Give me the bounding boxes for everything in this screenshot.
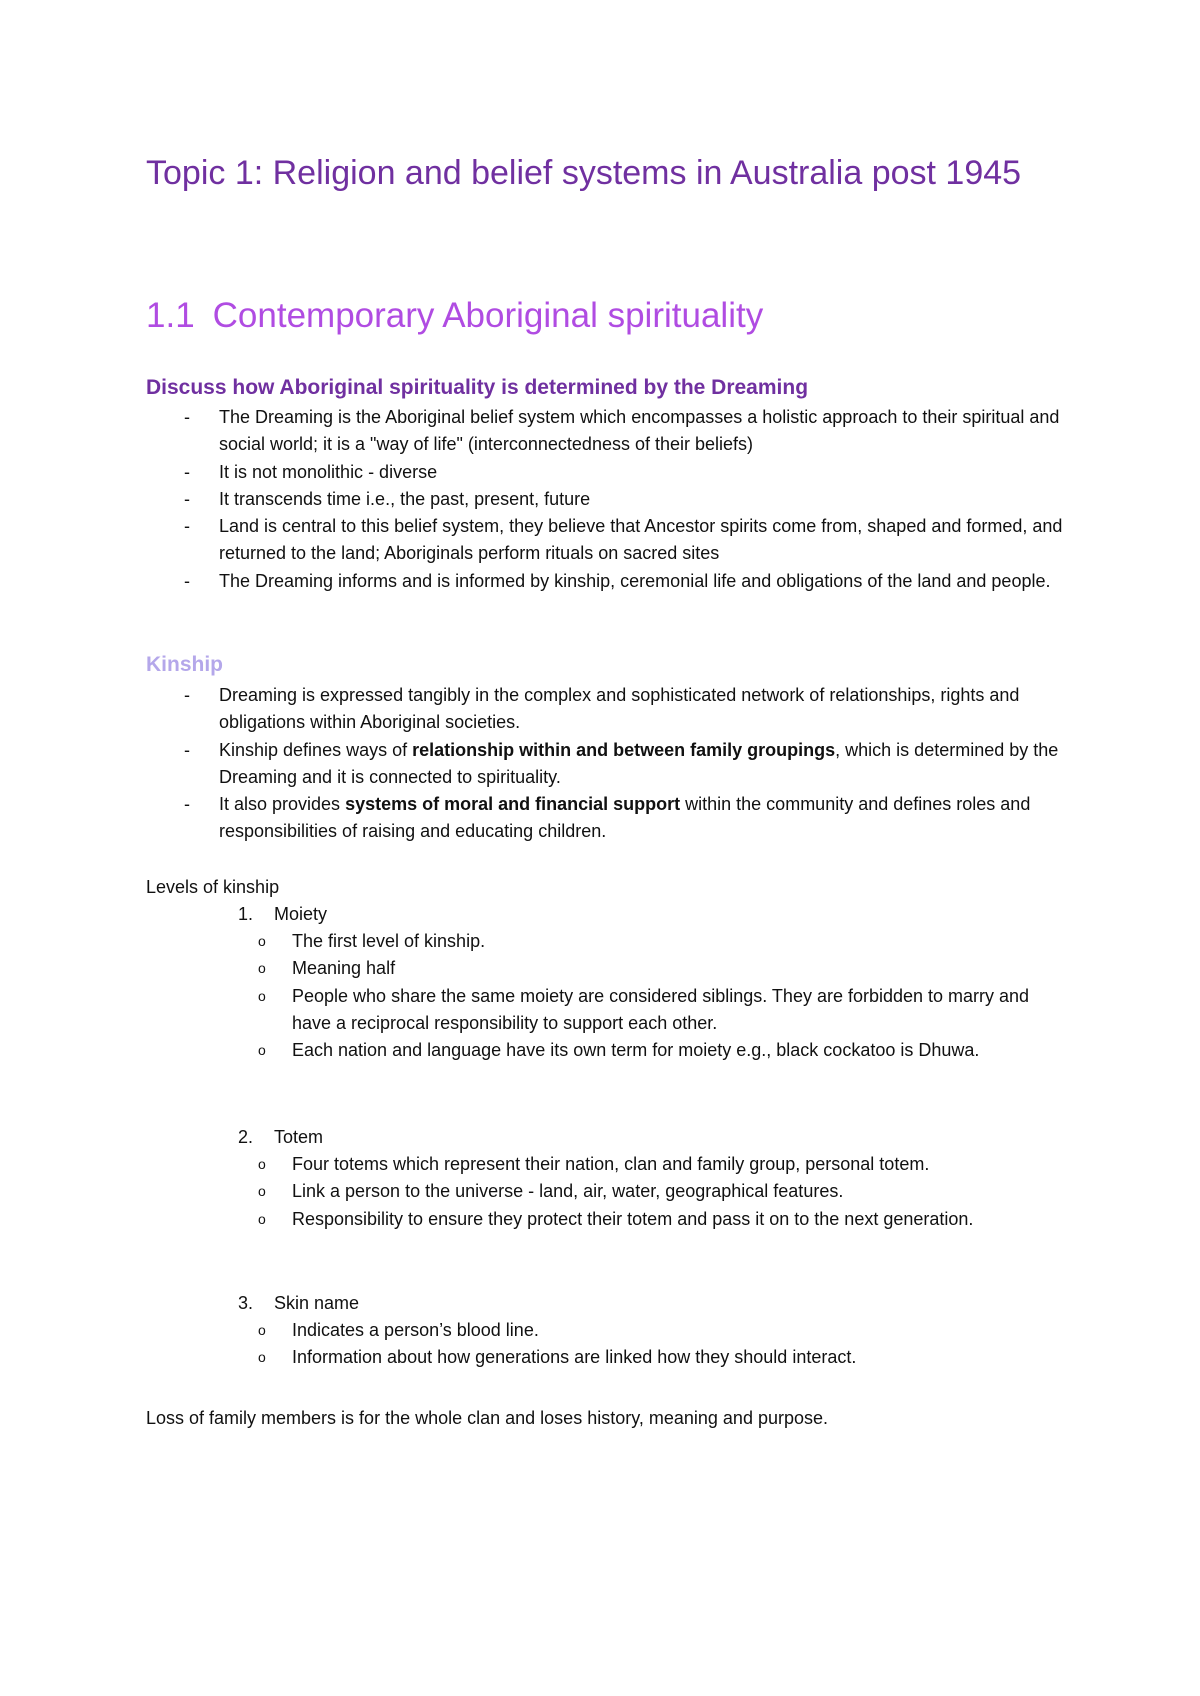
circle-bullet: o: [258, 933, 266, 949]
section-title: Contemporary Aboriginal spirituality: [212, 296, 764, 335]
list-item: o Link a person to the universe - land, air, water, geographical features.: [146, 1178, 1066, 1205]
list-item: - It transcends time i.e., the past, present, future: [146, 486, 1066, 513]
list-item: o People who share the same moiety are considered siblings. They are forbidden to marry and have a reciprocal responsibility to support each other.: [146, 983, 1066, 1038]
dash-bullet: -: [184, 739, 190, 760]
list-item: - The Dreaming informs and is informed by kinship, ceremonial life and obligations of the land and people.: [146, 568, 1066, 595]
kinship-level-moiety: [146, 901, 1066, 1064]
bold-phrase: systems of moral and financial support: [345, 794, 681, 815]
list-item: - The Dreaming is the Aboriginal belief system which encompasses a holistic approach to their spiritual and social world; it is a "way of life" (interconnectedness of their beliefs): [146, 404, 1066, 459]
circle-bullet: o: [258, 1322, 266, 1338]
level-title-row: [146, 1290, 1066, 1317]
dreaming-bullet-list: [146, 404, 1066, 595]
circle-bullet: o: [258, 960, 266, 977]
level-title: Moiety: [274, 904, 328, 924]
kinship-bullet-list: [146, 682, 1066, 846]
list-item: o Indicates a person’s blood line.: [146, 1317, 1066, 1344]
levels-label: Levels of kinship: [146, 877, 280, 897]
list-item: o Responsibility to ensure they protect their totem and pass it on to the next generation.: [146, 1206, 1066, 1233]
circle-bullet: o: [258, 1156, 266, 1172]
list-item: o Meaning half: [146, 955, 1066, 982]
dash-bullet: -: [184, 516, 190, 537]
section-heading: [146, 294, 763, 338]
kinship-heading: Kinship: [146, 653, 223, 676]
circle-bullet: o: [258, 1183, 266, 1200]
level-title: Totem: [274, 1127, 324, 1147]
level-number: 2.: [238, 1127, 254, 1147]
list-item: - Land is central to this belief system, they believe that Ancestor spirits come from, shaped and formed, and returned to the land; Aboriginals perform rituals on sacred sites: [146, 513, 1066, 568]
kinship-level-totem: [146, 1124, 1066, 1233]
dash-bullet: -: [184, 570, 190, 591]
list-item: - Dreaming is expressed tangibly in the complex and sophisticated network of relationships, rights and obligations within Aboriginal societies.: [146, 682, 1066, 737]
circle-bullet: o: [258, 1349, 266, 1366]
dash-bullet: -: [184, 407, 190, 427]
list-item: o Each nation and language have its own term for moiety e.g., black cockatoo is Dhuwa.: [146, 1037, 1066, 1064]
level-points: [146, 928, 1066, 1064]
level-points: [146, 1317, 1066, 1372]
kinship-level-skin-name: [146, 1290, 1066, 1372]
level-points: [146, 1151, 1066, 1233]
dash-bullet: -: [184, 488, 190, 509]
dash-bullet: -: [184, 794, 190, 815]
list-item: - Kinship defines ways of relationship within and between family groupings, which is determined by the Dreaming and it is connected to spirituality.: [146, 737, 1066, 792]
circle-bullet: o: [258, 987, 266, 1004]
level-title-row: [146, 901, 1066, 928]
level-title-row: [146, 1124, 1066, 1151]
section-number: 1.1: [146, 296, 195, 335]
list-item: o Four totems which represent their nation, clan and family group, personal totem.: [146, 1151, 1066, 1178]
level-number: 3.: [238, 1293, 254, 1313]
list-item: o The first level of kinship.: [146, 928, 1066, 955]
circle-bullet: o: [258, 1042, 266, 1059]
level-number: 1.: [238, 904, 254, 924]
dash-bullet: -: [184, 461, 190, 482]
closing-statement: Loss of family members is for the whole clan and loses history, meaning and purpose.: [146, 1408, 829, 1428]
list-item: - It also provides systems of moral and financial support within the community and defines roles and responsibilities of raising and educating children.: [146, 791, 1066, 846]
list-item: o Information about how generations are linked how they should interact.: [146, 1344, 1066, 1371]
dash-bullet: -: [184, 685, 190, 705]
dreaming-heading: Discuss how Aboriginal spirituality is determined by the Dreaming: [146, 376, 809, 399]
circle-bullet: o: [258, 1210, 266, 1227]
list-item: - It is not monolithic - diverse: [146, 459, 1066, 486]
level-title: Skin name: [274, 1293, 360, 1313]
document-title: Topic 1: Religion and belief systems in Australia post 1945: [146, 154, 1022, 192]
bold-phrase: relationship within and between family groupings: [412, 739, 836, 760]
